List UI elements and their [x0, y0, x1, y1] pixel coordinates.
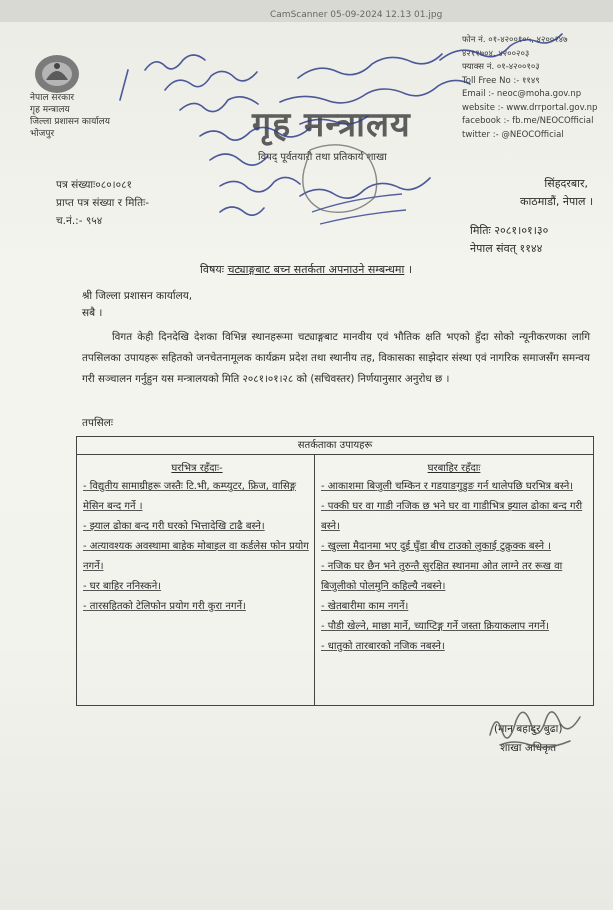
nepal-samvat-line: नेपाल संवत् ११४४: [470, 242, 543, 255]
outdoor-heading: घरबाहिर रहँदाः: [427, 463, 481, 474]
letter-number: पत्र संख्याः०८०।०८१: [56, 179, 133, 191]
subject-label: विषयः: [200, 263, 224, 276]
dispatch-number: च.नं.:- ९५४: [56, 215, 103, 227]
contact-tollfree: Toll Free No :- ११४९: [462, 75, 540, 86]
list-item: - विद्युतीय सामाग्रीहरू जस्तैः टि.भी, कम्प्युटर, फ्रिज, वासिङ्ग मेसिन बन्द गर्ने ।: [83, 481, 296, 512]
received-reference: प्राप्त पत्र संख्या र मितिः-: [56, 197, 149, 209]
signatory-block: [494, 720, 562, 758]
list-item: - आकाशमा बिजुली चम्किन र गडयाङगुडुङ गर्न थालेपछि घरभित्र बस्ने।: [321, 481, 574, 492]
contact-fax: फ्याक्स नं. ०१-४२००१०३: [462, 62, 540, 72]
date-line: मितिः २०८१।०१।३०: [470, 224, 549, 237]
contact-website: website :- www.drrportal.gov.np: [462, 102, 598, 113]
ministry-title: गृह मन्त्रालय: [252, 105, 411, 145]
precautions-table: [76, 436, 594, 706]
list-item: - झ्याल ढोका बन्द गरी घरको भित्तादेखि टाढै बस्ने।: [83, 521, 265, 532]
contact-email: Email :- neoc@moha.gov.np: [462, 89, 582, 99]
list-item: - नजिक घर छैन भने तुरुन्तै सुरक्षित स्थानमा ओत लाग्ने तर रूख वा बिजुलीको पोलमुनि कहिल्यै नबस्ने।: [321, 561, 563, 592]
table-header: सतर्कताका उपायहरू: [77, 437, 593, 455]
contact-facebook: facebook :- fb.me/NEOCOfficial: [462, 116, 594, 126]
addressee-line: श्री जिल्ला प्रशासन कार्यालय,: [82, 290, 193, 302]
subject-text: चट्याङ्गबाट बच्न सतर्कता अपनाउने सम्बन्धमा: [227, 263, 405, 276]
place-line: काठमाडौं, नेपाल ।: [520, 195, 594, 208]
outdoor-column: [321, 459, 587, 657]
department-line: भोजपुर: [30, 129, 55, 139]
department-line: गृह मन्त्रालय: [30, 105, 70, 115]
department-line: नेपाल सरकार: [30, 93, 75, 103]
place-line: सिंहदरबार,: [544, 177, 588, 190]
ministry-subtitle: विपद् पूर्वतयारी तथा प्रतिकार्य शाखा: [258, 152, 387, 163]
list-item: - धातुको तारबारको नजिक नबस्ने।: [321, 641, 445, 652]
indoor-column: [83, 459, 311, 617]
place-block: [520, 175, 594, 211]
body-paragraph: विगत केही दिनदेखि देशका विभिन्न स्थानहरूमा चट्याङ्गबाट मानवीय एवं भौतिक क्षति भएको हुँदा सोको न्यूनीकरणका लागि तपसिलका उपायहरू सहितको जनचेतनामूलक कार्यक्रम प्रदेश तथा स्थानीय तह, विकासका साझेदार संस्था एवं नागरिक समाजसँग समन्वय गरी सञ्चालन गर्नुहुन यस मन्त्रालयको मिति २०८१।०१।२८ को (सचिवस्तर) निर्णयानुसार अनुरोध छ ।: [82, 331, 590, 385]
contact-phone: फोन नं. ०१-४२००१०५, ४२००२४७: [462, 35, 568, 45]
contact-twitter: twitter :- @NEOCOfficial: [462, 129, 564, 140]
date-block: [470, 222, 548, 258]
department-line: जिल्ला प्रशासन कार्यालय: [30, 117, 110, 127]
addressee-block: [82, 288, 192, 322]
signatory-name: (मान बहादुर बुढा): [494, 723, 563, 735]
subject-line: [200, 262, 412, 277]
subject-end: ।: [404, 263, 413, 276]
list-item: - खेतबारीमा काम नगर्ने।: [321, 601, 409, 612]
scan-filename: CamScanner 05-09-2024 12.13 01.jpg: [270, 10, 443, 20]
department-block: [30, 92, 110, 140]
list-item: - घर बाहिर ननिस्कने।: [83, 581, 162, 592]
list-item: - तारसहितको टेलिफोन प्रयोग गरी कुरा नगर्ने।: [83, 601, 246, 612]
list-item: - अत्यावश्यक अवस्थामा बाहेक मोबाइल वा कर्डलेस फोन प्रयोग नगर्ने।: [83, 541, 309, 572]
contact-phone-2: ४२११७०४, ४२००२०३: [462, 48, 530, 59]
list-item: - पौडी खेल्ने, माछा मार्ने, च्याप्टिङ्ग गर्ने जस्ता क्रियाकलाप नगर्ने।: [321, 621, 549, 632]
addressee-line: सबै ।: [82, 307, 103, 319]
signatory-title: शाखा अधिकृत: [500, 742, 557, 754]
contact-block: [462, 34, 597, 142]
reference-block: [56, 176, 149, 230]
list-item: - खुल्ला मैदानमा भए दुई घुँडा बीच टाउको लुकाई टुक्रुक्क बस्ने ।: [321, 541, 551, 552]
list-item: - पक्की घर वा गाडी नजिक छ भने घर वा गाडीभित्र झ्याल ढोका बन्द गरी बस्ने।: [321, 501, 583, 532]
scan-header-bar: [0, 0, 613, 22]
indoor-heading: घरभित्र रहँदाः-: [171, 463, 223, 474]
nepal-emblem-icon: [32, 52, 82, 96]
details-label: तपसिलः: [82, 417, 114, 429]
column-divider: [314, 454, 315, 705]
